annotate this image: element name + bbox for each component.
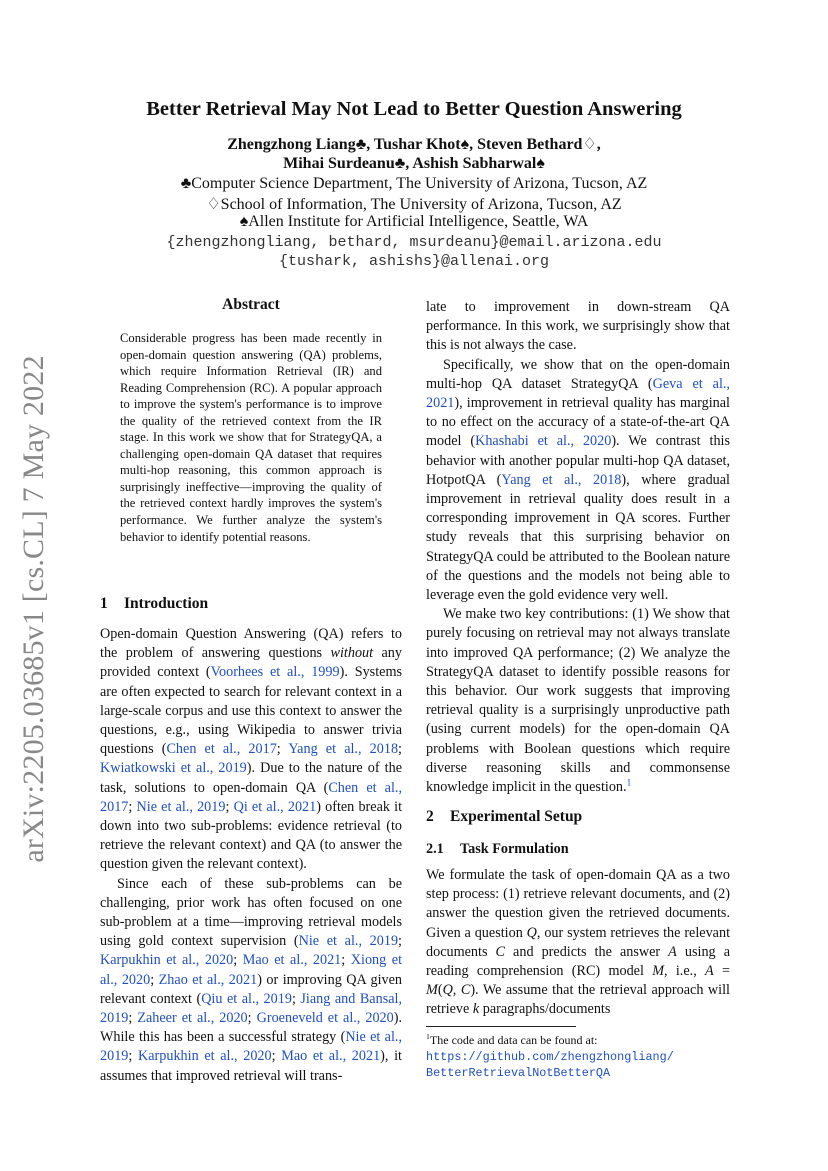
citation-link[interactable]: Chen et al., 2017 xyxy=(100,779,402,815)
email-line-2: {tushark, ashishs}@allenai.org xyxy=(278,253,550,270)
arxiv-identifier: arXiv:2205.03685v1 [cs.CL] 7 May 2022 xyxy=(17,355,50,863)
citation-link[interactable]: Jiang and Bansal, 2019 xyxy=(100,990,402,1027)
footnote-divider xyxy=(426,1026,576,1027)
citation-link[interactable]: Mao et al., 2021 xyxy=(281,1048,381,1065)
intro-paragraph-2-continued: late to improvement in down-stream QA performance. In this work, we surprisingly show that this is not always the case. xyxy=(426,299,730,354)
section-number: 2 xyxy=(426,808,434,825)
intro-paragraph-4: We make two key contributions: (1) We show that purely focusing on retrieval may not always translate into improved QA performance; (2) We analyze the StrategyQA dataset to identify possible reasons for this behavior. Our work suggests that improving retrieval quality is a surprisingly unproductive path (using current models) for the open-domain QA problems with Boolean questions which require diverse reasoning skills and commonsense knowledge implicit in the question.$^1$ xyxy=(426,606,730,796)
citation-link[interactable]: Zaheer et al., 2020 xyxy=(137,1010,248,1027)
subsection-number: 2.1 xyxy=(426,841,444,857)
affiliation-arizona-cs: ♣Computer Science Department, The University of Arizona, Tucson, AZ xyxy=(180,175,648,192)
citation-link[interactable]: Karpukhin et al., 2020 xyxy=(137,1048,272,1065)
citation-link[interactable]: Mao et al., 2021 xyxy=(242,952,342,969)
citation-link[interactable]: Xiong et al., 2020 xyxy=(100,952,403,988)
footnote-text: The code and data can be found at: xyxy=(429,1033,598,1047)
citation-link[interactable]: Khashabi et al., 2020 xyxy=(475,433,612,450)
section-heading-experimental-setup xyxy=(426,808,582,826)
task-formulation-paragraph: We formulate the task of open-domain QA as a two step process: (1) retrieve relevant documents, and (2) answer the question given the retrieved documents. Given a question Q, our system retrieves the relevant documents C and predicts the answer A using a reading comprehension (RC) model M, i.e., A = M(Q, C). We assume that the retrieval approach will retrieve k paragraphs/documents xyxy=(426,867,731,1018)
citation-link[interactable]: Nie et al., 2019 xyxy=(136,798,226,815)
section-title: Introduction xyxy=(124,595,209,612)
citation-link[interactable]: Yang et al., 2018 xyxy=(501,471,622,488)
citation-link[interactable]: Nie et al., 2019 xyxy=(100,1029,402,1065)
footnote-url-line-1[interactable]: https://github.com/zhengzhongliang/ xyxy=(426,1049,674,1064)
citation-link[interactable]: Karpukhin et al., 2020 xyxy=(100,952,234,969)
intro-paragraph-1: Open-domain Question Answering (QA) refers to the problem of answering questions without any provided context (Voorhees et al., 1999). Systems are often expected to search for relevant context in a large-scale corpus and use this context to answer the questions, e.g., using Wikipedia to answer trivia questions (Chen et al., 2017; Yang et al., 2018; Kwiatkowski et al., 2019). Due to the nature of the task, solutions to open-domain QA (Chen et al., 2017; Nie et al., 2019; Qi et al., 2021) often break it down into two sub-problems: evidence retrieval (to retrieve the relevant context) and QA (to answer the question given the relevant context). xyxy=(100,626,403,873)
footnote-mark: 1 xyxy=(426,1032,430,1041)
intro-paragraph-3: Specifically, we show that on the open-domain multi-hop QA dataset StrategyQA (Geva et al., 2021), improvement in retrieval quality has marginal to no effect on the accuracy of a state-of-the-art QA model (Khashabi et al., 2020). We contrast this behavior with another popular multi-hop QA dataset, HotpotQA (Yang et al., 2018), where gradual improvement in retrieval quality does result in a corresponding improvement in QA scores. Further study reveals that this surprising behavior on StrategyQA could be attributed to the Boolean nature of the questions and the models not being able to leverage even the gold evidence very well. xyxy=(426,356,731,604)
affiliation-arizona-info: ♢School of Information, The University of Arizona, Tucson, AZ xyxy=(206,196,622,213)
introduction-left-column xyxy=(100,625,402,1086)
subsection-title: Task Formulation xyxy=(460,841,569,857)
subsection-heading-task-formulation xyxy=(426,841,569,858)
affiliation-allen-ai: ♠Allen Institute for Artificial Intelligence, Seattle, WA xyxy=(239,213,589,230)
citation-link[interactable]: Kwiatkowski et al., 2019 xyxy=(100,760,247,777)
citation-link[interactable]: Groeneveld et al., 2020 xyxy=(256,1010,394,1027)
citation-link[interactable]: Qi et al., 2021 xyxy=(233,798,317,815)
footnote xyxy=(426,1033,736,1082)
abstract-text: Considerable progress has been made recently in open-domain question answering (QA) problems, which require Information Retrieval (IR) and Reading Comprehension (RC). A popular approach to improve the system's performance is to improve the quality of the retrieved context from the IR stage. In this work we show that for StrategyQA, a challenging open-domain QA dataset that requires multi-hop reasoning, this common approach is surprisingly ineffective—improving the quality of the retrieved context hardly improves the system's performance. We further analyze the system's behavior to identify potential reasons. xyxy=(120,331,382,544)
citation-link[interactable]: Zhao et al., 2021 xyxy=(158,971,258,988)
footnote-url-line-2[interactable]: BetterRetrievalNotBetterQA xyxy=(426,1066,611,1080)
citation-link[interactable]: Geva et al., 2021 xyxy=(426,375,730,412)
paper-title: Better Retrieval May Not Lead to Better Question Answering xyxy=(146,98,682,120)
citation-link[interactable]: Chen et al., 2017 xyxy=(166,741,277,758)
introduction-right-column xyxy=(426,298,730,797)
section-heading-introduction xyxy=(100,595,208,613)
authors-line-2: Mihai Surdeanu♣, Ashish Sabharwal♠ xyxy=(283,155,545,172)
citation-link[interactable]: Qiu et al., 2019 xyxy=(201,990,292,1007)
citation-link[interactable]: Yang et al., 2018 xyxy=(288,741,399,758)
footnote-marker-link[interactable]: 1 xyxy=(626,777,632,788)
abstract-heading: Abstract xyxy=(222,296,280,313)
task-formulation-text xyxy=(426,866,730,1020)
section-title: Experimental Setup xyxy=(450,808,583,825)
intro-paragraph-2: Since each of these sub-problems can be challenging, prior work has often focused on one sub-problem at a time—improving retrieval models using gold context supervision (Nie et al., 2019; Karpukhin et al., 2020; Mao et al., 2021; Xiong et al., 2020; Zhao et al., 2021) or improving QA given relevant context (Qiu et al., 2019; Jiang and Bansal, 2019; Zaheer et al., 2020; Groeneveld et al., 2020). While this has been a successful strategy (Nie et al., 2019; Karpukhin et al., 2020; Mao et al., 2021), it assumes that improved retrieval will trans- xyxy=(100,875,403,1084)
section-number: 1 xyxy=(100,595,108,612)
authors-line-1: Zhengzhong Liang♣, Tushar Khot♠, Steven Bethard♢, xyxy=(227,136,601,153)
email-line-1: {zhengzhongliang, bethard, msurdeanu}@email.arizona.edu xyxy=(166,234,662,251)
citation-link[interactable]: Nie et al., 2019 xyxy=(298,933,399,950)
citation-link[interactable]: Voorhees et al., 1999 xyxy=(210,664,340,681)
